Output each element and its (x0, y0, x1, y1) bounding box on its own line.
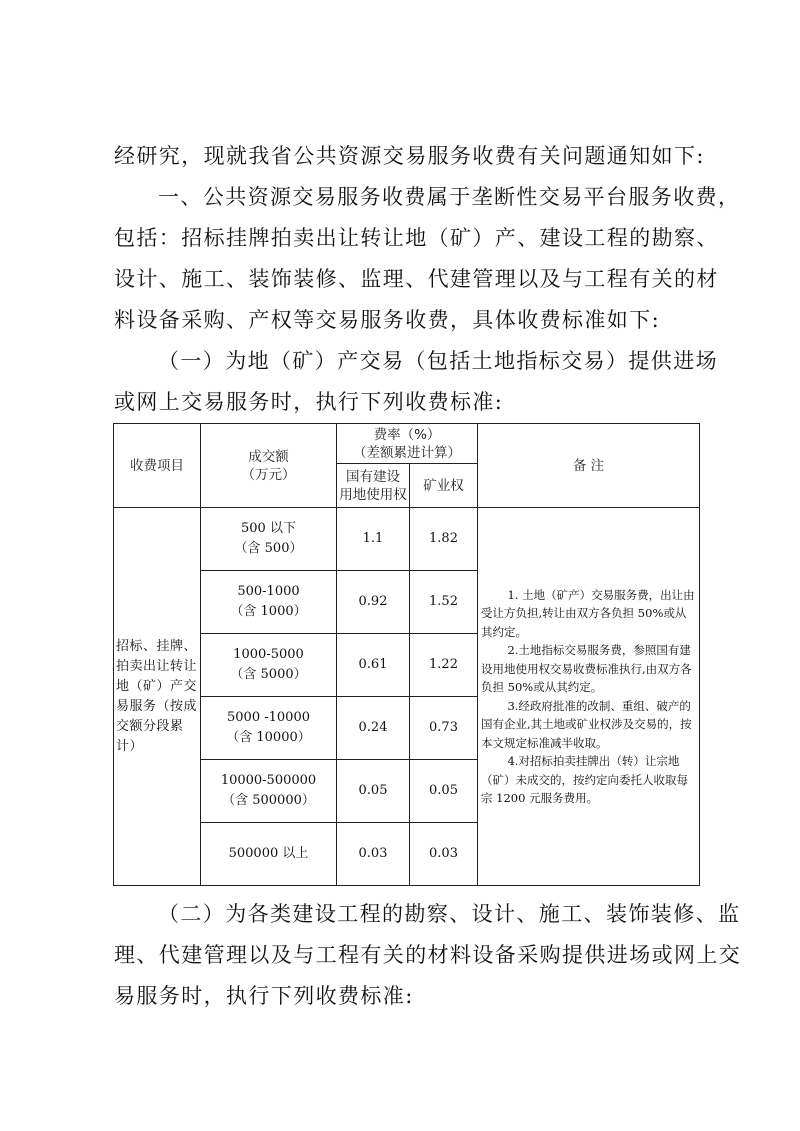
note-item: 1. 土地（矿产）交易服务费，出让由受让方负担,转让由双方各负担 50%或从其约定。 (481, 587, 695, 639)
header-amount-line1: 成交额 (248, 448, 289, 465)
note-item: 4.对招标拍卖挂牌出（转）让宗地（矿）未成交的，按约定向委托人收取每宗 1200 元服务费用。 (481, 754, 688, 805)
section-one-line: 一、公共资源交易服务收费属于垄断性交易平台服务收费， (158, 185, 741, 209)
amount-cell (201, 760, 337, 823)
subsection-two-line: 易服务时，执行下列收费标准: (114, 984, 414, 1008)
section-one-line: 设计、施工、装饰装修、监理、代建管理以及与工程有关的材 (114, 267, 719, 291)
header-notes: 备 注 (478, 424, 700, 508)
intro-paragraph (114, 136, 704, 177)
land-rate-cell: 0.05 (337, 760, 410, 823)
amount-line1: 10000-500000 (220, 773, 317, 788)
table-row (114, 508, 700, 571)
land-rate-cell: 0.92 (337, 571, 410, 634)
subsection-one-line: 或网上交易服务时，执行下列收费标准: (114, 390, 504, 414)
mining-rate-cell: 0.05 (410, 760, 478, 823)
amount-cell (201, 634, 337, 697)
header-rate-line2: （差额累进计算） (353, 444, 461, 461)
header-rate-mining: 矿业权 (410, 464, 478, 508)
header-amount (201, 424, 337, 508)
section-one-line: 包括：招标挂牌拍卖出让转让地（矿）产、建设工程的勘察、 (114, 226, 719, 250)
fee-table (113, 423, 700, 886)
amount-line2: （含 500） (234, 541, 303, 556)
header-rate-line1: 费率（%） (373, 426, 441, 443)
mining-rate-cell: 1.52 (410, 571, 478, 634)
header-amount-line2: （万元） (241, 466, 296, 483)
item-label: 招标、挂牌、拍卖出让转让地（矿）产交易服务（按成交额分段累计） (114, 508, 201, 886)
land-rate-cell: 0.03 (337, 823, 410, 886)
land-rate-cell: 0.24 (337, 697, 410, 760)
mining-rate-cell: 0.03 (410, 823, 478, 886)
amount-cell (201, 697, 337, 760)
amount-cell (201, 508, 337, 571)
mining-rate-cell: 1.82 (410, 508, 478, 571)
note-item: 3.经政府批准的改制、重组、破产的国有企业,其土地或矿业权涉及交易的，按本文规定标准减半收取。 (481, 698, 692, 750)
land-rate-cell: 0.61 (337, 634, 410, 697)
subsection-one-line: （一）为地（矿）产交易（包括土地指标交易）提供进场 (158, 349, 718, 373)
header-rate (337, 424, 478, 464)
notes-cell (478, 508, 700, 886)
subsection-two-line: （二）为各类建设工程的勘察、设计、施工、装饰装修、监 (158, 902, 741, 926)
amount-line1: 500-1000 (237, 584, 300, 599)
amount-line2: （含 5000） (230, 667, 307, 682)
header-rate-land-line1: 国有建设 (346, 468, 400, 485)
land-rate-cell: 1.1 (337, 508, 410, 571)
mining-rate-cell: 1.22 (410, 634, 478, 697)
amount-line2: （含 10000） (226, 730, 311, 745)
amount-cell (201, 571, 337, 634)
amount-line2: （含 500000） (222, 793, 315, 808)
amount-line1: 500 以下 (241, 521, 296, 536)
amount-line1: 500000 以上 (228, 846, 309, 861)
amount-line1: 1000-5000 (233, 647, 304, 662)
subsection-two-line: 理、代建管理以及与工程有关的材料设备采购提供进场或网上交 (114, 943, 742, 967)
note-item: 2.土地指标交易服务费，参照国有建设用地使用权交易收费标准执行,由双方各负担 50%或从其约定。 (481, 643, 692, 694)
section-one-paragraph (114, 177, 741, 423)
section-one-line: 料设备采购、产权等交易服务收费，具体收费标准如下: (114, 308, 661, 332)
amount-cell (201, 823, 337, 886)
section-two-paragraph (114, 894, 742, 1017)
mining-rate-cell: 0.73 (410, 697, 478, 760)
amount-line2: （含 1000） (230, 604, 307, 619)
header-item: 收费项目 (114, 424, 201, 508)
header-rate-land (337, 464, 410, 508)
amount-line1: 5000 -10000 (227, 710, 310, 725)
intro-line: 经研究，现就我省公共资源交易服务收费有关问题通知如下: (114, 144, 705, 168)
header-rate-land-line2: 用地使用权 (339, 486, 407, 503)
